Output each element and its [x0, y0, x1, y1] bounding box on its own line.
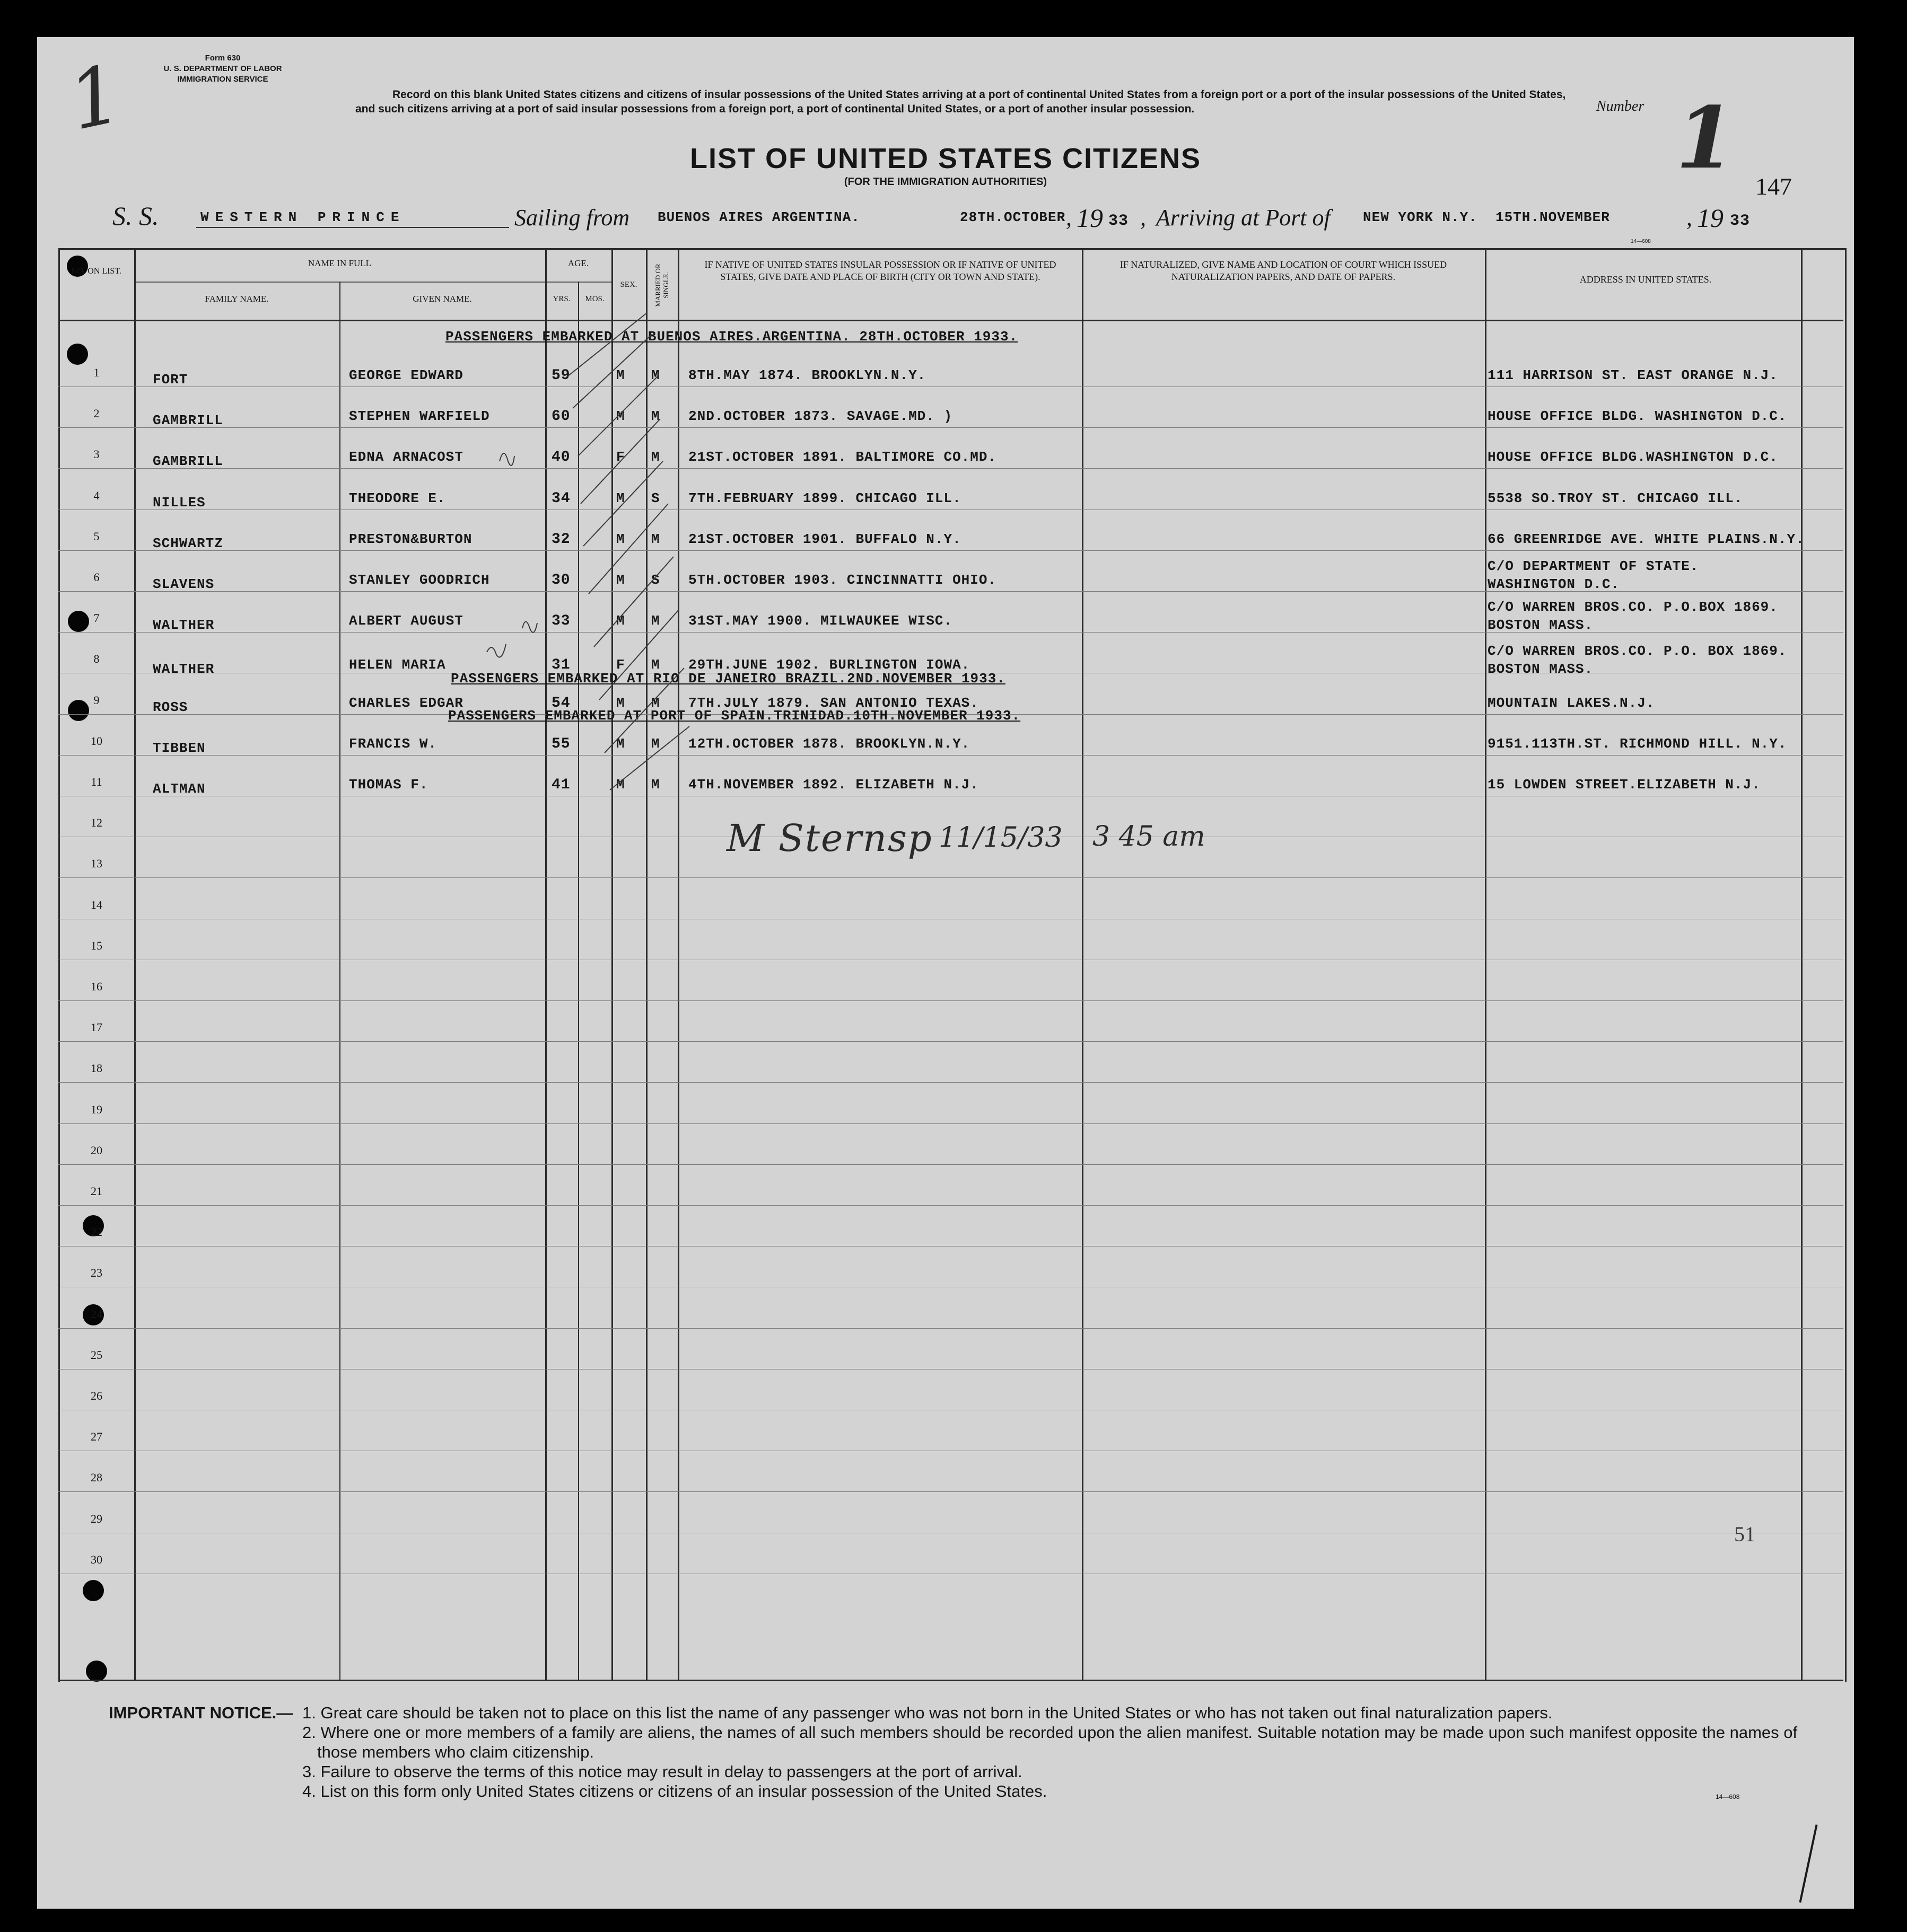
- stamp-number: 51: [1734, 1522, 1755, 1546]
- col-head-name: NAME IN FULL: [308, 258, 371, 268]
- passenger-address-line2: BOSTON MASS.: [1488, 617, 1594, 634]
- passenger-sex: M: [616, 777, 625, 793]
- check-stroke: [594, 557, 673, 647]
- check-stroke: [578, 376, 658, 456]
- passenger-address-line2: BOSTON MASS.: [1488, 661, 1594, 678]
- row-number: 12: [91, 816, 102, 830]
- passenger-address: MOUNTAIN LAKES.N.J.: [1488, 695, 1655, 711]
- passenger-age: 33: [552, 613, 571, 630]
- passenger-family: ROSS: [153, 699, 188, 715]
- arriving-label-sep: ,: [1140, 205, 1146, 231]
- inspector-signature: M Sternsp: [727, 816, 933, 860]
- passenger-age: 59: [552, 367, 571, 384]
- arrival-date: 15TH.NOVEMBER: [1495, 209, 1610, 225]
- notice-item: 2. Where one or more members of a family are aliens, the names of all such members should be recorded upon the alien manifest. Suitable notation may be made upon such manifest opposite the names of those members who claim citizenship.: [302, 1723, 1798, 1761]
- passenger-marital: M: [651, 367, 660, 383]
- passenger-birth: 4TH.NOVEMBER 1892. ELIZABETH N.J.: [688, 777, 979, 793]
- embarkation-heading: PASSENGERS EMBARKED AT BUENOS AIRES.ARGENTINA. 28TH.OCTOBER 1933.: [445, 329, 1018, 345]
- passenger-marital: S: [651, 572, 660, 588]
- row-number: 28: [91, 1471, 102, 1485]
- passenger-age: 54: [552, 695, 571, 712]
- passenger-address: 15 LOWDEN STREET.ELIZABETH N.J.: [1488, 777, 1761, 793]
- passenger-address: 111 HARRISON ST. EAST ORANGE N.J.: [1488, 367, 1778, 383]
- row-number: 24: [91, 1307, 102, 1321]
- passenger-marital: M: [651, 613, 660, 629]
- passenger-sex: M: [616, 367, 625, 383]
- passenger-marital: M: [651, 657, 660, 673]
- check-stroke: [610, 726, 689, 790]
- passenger-address: 66 GREENRIDGE AVE. WHITE PLAINS.N.Y.: [1488, 531, 1805, 547]
- margin-mark: 1: [60, 47, 130, 149]
- col-head-naturalized: IF NATURALIZED, GIVE NAME AND LOCATION OF COURT WHICH ISSUED NATURALIZATION PAPERS, AND DATE OF PAPERS.: [1119, 259, 1447, 282]
- passenger-given: FRANCIS W.: [349, 735, 438, 752]
- page-subtitle: (FOR THE IMMIGRATION AUTHORITIES): [844, 176, 1047, 188]
- check-stroke: [567, 313, 647, 376]
- passenger-sex: M: [616, 408, 625, 425]
- passenger-address-line2: WASHINGTON D.C.: [1488, 576, 1620, 592]
- passenger-birth: 7TH.JULY 1879. SAN ANTONIO TEXAS.: [688, 695, 979, 711]
- notice-item: 3. Failure to observe the terms of this notice may result in delay to passengers at the port of arrival.: [302, 1762, 1022, 1781]
- ss-label: S. S.: [112, 201, 159, 231]
- row-number: 1: [93, 366, 100, 379]
- passenger-family: FORT: [153, 372, 188, 388]
- sailing-date: 28TH.OCTOBER: [960, 209, 1066, 225]
- row-number: 19: [91, 1102, 102, 1116]
- row-number: 7: [93, 611, 100, 625]
- passenger-family: GAMBRILL: [153, 453, 223, 470]
- embarkation-heading: PASSENGERS EMBARKED AT RIO DE JANEIRO BRAZIL.2ND.NOVEMBER 1933.: [451, 671, 1005, 687]
- check-stroke: [500, 453, 514, 466]
- passenger-age: 41: [552, 777, 571, 793]
- check-stroke: [583, 461, 663, 546]
- notice-item: 4. List on this form only United States citizens or citizens of an insular possession of the United States.: [302, 1782, 1047, 1801]
- check-stroke: [573, 334, 652, 408]
- passenger-birth: 2ND.OCTOBER 1873. SAVAGE.MD. ): [688, 408, 953, 425]
- row-number: 20: [91, 1143, 102, 1157]
- sailing-year-sep: ,: [1066, 205, 1072, 231]
- passenger-address: C/O WARREN BROS.CO. P.O.BOX 1869.: [1488, 599, 1778, 616]
- arrival-port: NEW YORK N.Y.: [1363, 209, 1477, 225]
- passenger-birth: 21ST.OCTOBER 1891. BALTIMORE CO.MD.: [688, 449, 997, 466]
- page-number: 147: [1755, 173, 1792, 200]
- passenger-given: GEORGE EDWARD: [349, 367, 463, 383]
- passenger-birth: 7TH.FEBRUARY 1899. CHICAGO ILL.: [688, 490, 961, 506]
- check-stroke: [522, 622, 537, 633]
- row-number: 27: [91, 1430, 102, 1444]
- col-head-mos: MOS.: [585, 295, 605, 303]
- passenger-address: HOUSE OFFICE BLDG. WASHINGTON D.C.: [1488, 408, 1787, 425]
- row-number: 2: [93, 407, 100, 420]
- passenger-family: ALTMAN: [153, 781, 206, 797]
- col-head-sex: SEX.: [620, 280, 637, 289]
- arrival-year: 33: [1730, 212, 1751, 230]
- passenger-family: WALTHER: [153, 661, 215, 678]
- arriving-label: Arriving at Port of: [1156, 205, 1331, 231]
- passenger-marital: M: [651, 695, 660, 711]
- passenger-address: C/O WARREN BROS.CO. P.O. BOX 1869.: [1488, 643, 1787, 660]
- notice-item: 1. Great care should be taken not to place on this list the name of any passenger who was not born in the United States or who has not taken out final naturalization papers.: [302, 1703, 1553, 1722]
- col-head-age: AGE.: [567, 258, 589, 268]
- passenger-age: 60: [552, 408, 571, 425]
- passenger-birth: 29TH.JUNE 1902. BURLINGTON IOWA.: [688, 657, 970, 673]
- passenger-sex: F: [616, 657, 625, 673]
- row-number: 23: [91, 1266, 102, 1280]
- col-head-yrs: YRS.: [553, 295, 571, 303]
- number-label: Number: [1596, 98, 1644, 115]
- passenger-family: GAMBRILL: [153, 412, 223, 429]
- inspection-date: 11/15/33: [939, 822, 1063, 854]
- row-number: 21: [91, 1184, 102, 1198]
- passenger-birth: 8TH.MAY 1874. BROOKLYN.N.Y.: [688, 367, 926, 383]
- form-number: Form 630: [205, 54, 241, 63]
- passenger-age: 34: [552, 490, 571, 507]
- notice-heading: IMPORTANT NOTICE.—: [109, 1703, 293, 1722]
- passenger-given: EDNA ARNACOST: [349, 449, 463, 466]
- passenger-sex: M: [616, 735, 625, 752]
- embarkation-heading: PASSENGERS EMBARKED AT PORT OF SPAIN.TRINIDAD.10TH.NOVEMBER 1933.: [448, 708, 1021, 724]
- passenger-address: HOUSE OFFICE BLDG.WASHINGTON D.C.: [1488, 449, 1778, 466]
- passenger-given: STEPHEN WARFIELD: [349, 408, 490, 425]
- passenger-family: SCHWARTZ: [153, 535, 223, 551]
- row-number: 6: [93, 570, 100, 584]
- passenger-age: 55: [552, 735, 571, 752]
- passenger-family: WALTHER: [153, 617, 215, 634]
- row-number: 11: [91, 775, 102, 788]
- sailing-year: 33: [1108, 212, 1129, 230]
- passenger-family: NILLES: [153, 494, 206, 511]
- col-head-number: NO. ON LIST.: [71, 267, 121, 276]
- col-head-family: FAMILY NAME.: [205, 294, 269, 304]
- passenger-given: ALBERT AUGUST: [349, 613, 463, 629]
- row-number: 17: [91, 1021, 102, 1034]
- passenger-given: PRESTON&BURTON: [349, 531, 473, 547]
- passenger-birth: 31ST.MAY 1900. MILWAUKEE WISC.: [688, 613, 953, 629]
- form-instructions: Record on this blank United States citizens and citizens of insular possessions of the United States arriving at a port of continental United States from a foreign port or a port of the insular possessions of the United States, and such citizens arriving at a port of said insular possessions from a foreign port, a port of continental United States, or a port of another insular possession.: [355, 89, 1566, 115]
- row-number: 25: [91, 1348, 102, 1362]
- passenger-sex: M: [616, 572, 625, 588]
- row-number: 9: [93, 693, 100, 707]
- from-port: BUENOS AIRES ARGENTINA.: [658, 209, 860, 225]
- row-number: 22: [91, 1225, 102, 1239]
- row-number: 8: [93, 652, 100, 666]
- service-name: IMMIGRATION SERVICE: [177, 75, 268, 84]
- ship-name: WESTERN PRINCE: [200, 209, 406, 225]
- passenger-age: 31: [552, 657, 571, 674]
- passenger-birth: 12TH.OCTOBER 1878. BROOKLYN.N.Y.: [688, 735, 970, 752]
- col-head-birth: IF NATIVE OF UNITED STATES INSULAR POSSESSION OR IF NATIVE OF UNITED STATES, GIVE DATE AND PLACE OF BIRTH (CITY OR TOWN AND STATE).: [704, 259, 1056, 282]
- passenger-address: 5538 SO.TROY ST. CHICAGO ILL.: [1488, 490, 1743, 506]
- passenger-sex: M: [616, 531, 625, 547]
- row-number: 4: [93, 488, 100, 502]
- passenger-given: THEODORE E.: [349, 490, 446, 506]
- row-number: 10: [91, 734, 102, 748]
- passenger-sex: M: [616, 613, 625, 629]
- department-name: U. S. DEPARTMENT OF LABOR: [163, 64, 282, 73]
- row-number: 13: [91, 857, 102, 871]
- passenger-address: C/O DEPARTMENT OF STATE.: [1488, 558, 1699, 574]
- check-stroke: [589, 504, 668, 594]
- passenger-address: 9151.113TH.ST. RICHMOND HILL. N.Y.: [1488, 735, 1787, 752]
- passenger-marital: S: [651, 490, 660, 506]
- passenger-marital: M: [651, 531, 660, 547]
- arrival-year-sep: ,: [1686, 205, 1692, 231]
- manifest-sheet: [37, 37, 1854, 1909]
- row-number: 5: [93, 529, 100, 543]
- passenger-given: HELEN MARIA: [349, 657, 446, 673]
- passenger-sex: M: [616, 695, 625, 711]
- notice-items: [302, 1703, 1830, 1801]
- row-number: 15: [91, 938, 102, 952]
- sailing-year-prefix: 19: [1077, 203, 1103, 233]
- passenger-birth: 21ST.OCTOBER 1901. BUFFALO N.Y.: [688, 531, 961, 547]
- passenger-birth: 5TH.OCTOBER 1903. CINCINNATTI OHIO.: [688, 572, 997, 588]
- passenger-family: SLAVENS: [153, 576, 215, 592]
- passenger-marital: M: [651, 735, 660, 752]
- row-number: 16: [91, 980, 102, 993]
- col-head-married: MARRIED OR SINGLE.: [654, 264, 670, 307]
- row-number: 30: [91, 1552, 102, 1566]
- passenger-age: 30: [552, 572, 571, 589]
- passenger-family: TIBBEN: [153, 740, 206, 756]
- row-number: 26: [91, 1389, 102, 1402]
- inspection-time: 3 45 am: [1092, 821, 1205, 853]
- passenger-given: STANLEY GOODRICH: [349, 572, 490, 588]
- arrival-year-prefix: 19: [1697, 203, 1724, 233]
- sailing-label: Sailing from: [514, 205, 630, 231]
- check-stroke: [581, 419, 660, 504]
- passenger-marital: M: [651, 777, 660, 793]
- passenger-marital: M: [651, 408, 660, 425]
- col-head-given: GIVEN NAME.: [413, 294, 472, 304]
- passenger-age: 40: [552, 449, 571, 466]
- row-number: 14: [91, 898, 102, 911]
- check-stroke: [487, 644, 506, 657]
- page-title: LIST OF UNITED STATES CITIZENS: [690, 143, 1201, 174]
- form-code: 14—608: [1716, 1793, 1740, 1801]
- passenger-age: 32: [552, 531, 571, 548]
- passenger-given: THOMAS F.: [349, 777, 428, 793]
- passenger-sex: F: [616, 449, 625, 466]
- passenger-sex: M: [616, 490, 625, 506]
- passenger-marital: M: [651, 449, 660, 466]
- col-head-address: ADDRESS IN UNITED STATES.: [1579, 274, 1712, 285]
- row-number: 18: [91, 1061, 102, 1075]
- passenger-given: CHARLES EDGAR: [349, 695, 463, 711]
- row-number: 29: [91, 1512, 102, 1525]
- number-value: 1: [1676, 88, 1735, 188]
- printer-note: 14—608: [1631, 239, 1651, 244]
- row-number: 3: [93, 447, 100, 461]
- check-marks: [37, 37, 1854, 1909]
